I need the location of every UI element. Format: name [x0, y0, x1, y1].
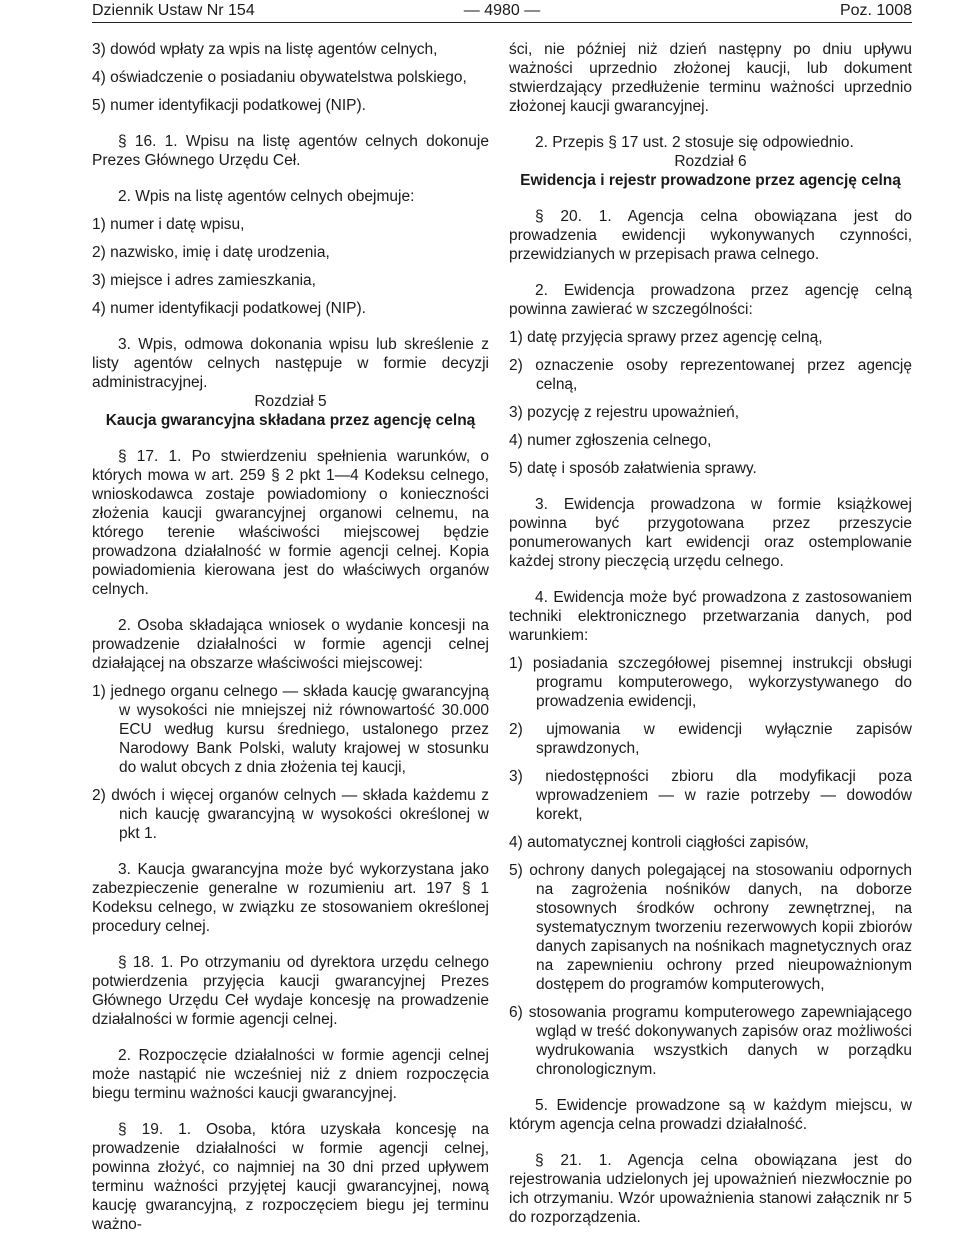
chapter-title: Ewidencja i rejestr prowadzone przez agencję celną — [520, 172, 901, 189]
paragraph-s20-5: 5. Ewidencje prowadzone są w każdym miejscu, w którym agencja celna prowadzi działalność. — [509, 1097, 912, 1133]
paragraph-s16-2: 2. Wpis na listę agentów celnych obejmuje: — [118, 188, 415, 205]
paragraph-s20-3: 3. Ewidencja prowadzona w formie książkowej powinna być przygotowana przez przeszycie ponumerowanych kart ewidencji oraz ostemplowanie każdej strony pieczęcią urzędu celnego. — [509, 496, 912, 570]
paragraph-s21-1: § 21. 1. Agencja celna obowiązana jest do rejestrowania udzielonych jej upoważnień niezwłocznie po ich otrzymaniu. Wzór upoważnienia stanowi załącznik nr 5 do rozporządzenia. — [509, 1152, 912, 1226]
left-column — [92, 40, 489, 1234]
paragraph-s16-1: § 16. 1. Wpisu na listę agentów celnych dokonuje Prezes Głównego Urzędu Ceł. — [92, 133, 489, 169]
list-item: 1) posiadania szczegółowej pisemnej instrukcji obsługi programu komputerowego, wykorzystywanego do prowadzenia ewidencji, — [509, 655, 912, 710]
chapter-heading: Rozdział 6 — [674, 153, 747, 170]
list-item: 1) numer i datę wpisu, — [92, 216, 245, 233]
list-item: 2) dwóch i więcej organów celnych — składa każdemu z nich kaucję gwarancyjną w wysokości określonej w pkt 1. — [92, 787, 489, 842]
list-item: 4) automatycznej kontroli ciągłości zapisów, — [509, 834, 809, 851]
list-item: 3) pozycję z rejestru upoważnień, — [509, 404, 740, 421]
paragraph-s18-2: 2. Rozpoczęcie działalności w formie agencji celnej może nastąpić nie wcześniej niż z dniem rozpoczęcia biegu terminu ważności kaucji gwarancyjnej. — [92, 1047, 489, 1102]
paragraph-s17-2: 2. Osoba składająca wniosek o wydanie koncesji na prowadzenie działalności w formie agencji celnej działającej na obszarze właściwości miejscowej: — [92, 617, 489, 672]
paragraph-s19-2: 2. Przepis § 17 ust. 2 stosuje się odpowiednio. — [535, 134, 854, 151]
list-item: 4) numer identyfikacji podatkowej (NIP). — [92, 300, 366, 317]
list-item: 6) stosowania programu komputerowego zapewniającego wgląd w treść dokonywanych zapisów oraz możliwości wydrukowania wszystkich danych w porządku chronologicznym. — [509, 1004, 912, 1078]
journal-title: Dziennik Ustaw Nr 154 — [92, 2, 255, 19]
right-column — [509, 40, 912, 1227]
paragraph-s20-2: 2. Ewidencja prowadzona przez agencję celną powinna zawierać w szczególności: — [509, 282, 912, 318]
list-item: 3) dowód wpłaty za wpis na listę agentów celnych, — [92, 41, 438, 58]
paragraph-s17-1: § 17. 1. Po stwierdzeniu spełnienia warunków, o których mowa w art. 259 § 2 pkt 1—4 Kodeksu celnego, wnioskodawca zostaje powiadomiony o konieczności złożenia kaucji gwarancyjnej organowi celnemu, na którego terenie właściwości miejscowej będzie prowadzona działalność w formie agencji celnej. Kopia powiadomienia kierowana jest do właściwych organów celnych. — [92, 448, 489, 598]
paragraph-s19-1: § 19. 1. Osoba, która uzyskała koncesję na prowadzenie działalności w formie agencji celnej, powinna złożyć, co najmniej na 30 dni przed upływem terminu ważności przyjętej kaucji gwarancyjnej, nową kaucję gwarancyjną, z rozpoczęciem biegu jej terminu ważno- — [92, 1121, 489, 1233]
paragraph-s20-4: 4. Ewidencja może być prowadzona z zastosowaniem techniki elektronicznego przetwarzania danych, pod warunkiem: — [509, 589, 912, 644]
paragraph-s18-1: § 18. 1. Po otrzymaniu od dyrektora urzędu celnego potwierdzenia przyjęcia kaucji gwarancyjnej Prezes Głównego Urzędu Ceł wydaje koncesję na prowadzenie działalności w formie agencji celnej. — [92, 954, 489, 1028]
list-item: 1) jednego organu celnego — składa kaucję gwarancyjną w wysokości nie mniejszej niż równowartość 30.000 ECU według kursu średniego, ustalonego przez Narodowy Bank Polski, waluty krajowej w stosunku do walut obcych z dnia złożenia tej kaucji, — [92, 683, 489, 776]
paragraph-continuation: ści, nie później niż dzień następny po dniu upływu ważności uprzednio złożonej kaucji, lub dokument stwierdzający przedłużenie terminu ważności uprzednio złożonej kaucji gwarancyjnej. — [509, 41, 912, 115]
list-item: 5) ochrony danych polegającej na stosowaniu odpornych na zagrożenia nośników danych, na doborze stosownych środków ochrony zewnętrznej, na systematycznym tworzeniu rezerwowych kopii zbiorów danych zapisanych na nośnikach magnetycznych oraz na zapewnieniu ochrony przed nieupoważnionym dostępem do programów komputerowych, — [509, 862, 912, 993]
paragraph-s17-3: 3. Kaucja gwarancyjna może być wykorzystana jako zabezpieczenie generalne w rozumieniu art. 197 § 1 Kodeksu celnego, w związku ze stosowaniem określonej procedury celnej. — [92, 861, 489, 935]
list-item: 3) miejsce i adres zamieszkania, — [92, 272, 316, 289]
chapter-heading: Rozdział 5 — [254, 393, 327, 410]
list-item: 4) oświadczenie o posiadaniu obywatelstwa polskiego, — [92, 69, 467, 86]
list-item: 5) numer identyfikacji podatkowej (NIP). — [92, 97, 366, 114]
list-item: 5) datę i sposób załatwienia sprawy. — [509, 460, 757, 477]
position-number: Poz. 1008 — [839, 2, 912, 19]
list-item: 3) niedostępności zbioru dla modyfikacji poza wprowadzeniem — w razie potrzeby — dowodów korekt, — [509, 768, 912, 823]
page-number: — 4980 — — [463, 2, 541, 19]
paragraph-s20-1: § 20. 1. Agencja celna obowiązana jest do prowadzenia ewidencji wykonywanych czynności, przewidzianych w przepisach prawa celnego. — [509, 208, 912, 263]
chapter-title: Kaucja gwarancyjna składana przez agencję celną — [105, 412, 476, 429]
paragraph-s16-3: 3. Wpis, odmowa dokonania wpisu lub skreślenie z listy agentów celnych następuje w formie decyzji administracyjnej. — [92, 336, 489, 391]
list-item: 1) datę przyjęcia sprawy przez agencję celną, — [509, 329, 823, 346]
list-item: 2) ujmowania w ewidencji wyłącznie zapisów sprawdzonych, — [509, 721, 912, 757]
list-item: 4) numer zgłoszenia celnego, — [509, 432, 712, 449]
list-item: 2) nazwisko, imię i datę urodzenia, — [92, 244, 330, 261]
page-header — [92, 0, 912, 23]
list-item: 2) oznaczenie osoby reprezentowanej przez agencję celną, — [509, 357, 912, 393]
